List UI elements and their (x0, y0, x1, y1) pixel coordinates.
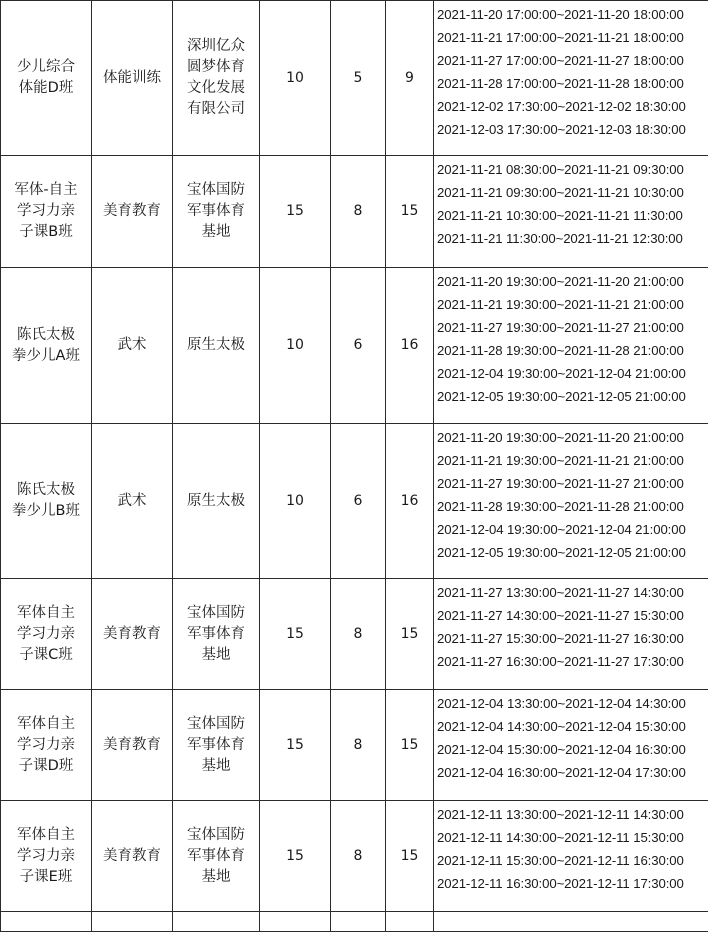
class-name-cell (1, 156, 92, 268)
table-row (1, 579, 708, 690)
class-name-line: 陈氏太极 (3, 480, 89, 501)
class-name-line: 学习力亲 (3, 201, 89, 222)
venue-line: 基地 (175, 645, 257, 666)
table-row (1, 268, 708, 424)
number-cell-col-c: 15 (386, 801, 434, 912)
venue-line: 军事体育 (175, 201, 257, 222)
time-slot: 2021-12-04 19:30:00~2021-12-04 21:00:00 (437, 362, 708, 385)
time-slot: 2021-12-04 19:30:00~2021-12-04 21:00:00 (437, 518, 708, 541)
venue-line: 宝体国防 (175, 714, 257, 735)
class-name-cell (1, 579, 92, 690)
time-slot: 2021-11-21 08:30:00~2021-11-21 09:30:00 (437, 158, 708, 181)
time-slot: 2021-12-11 15:30:00~2021-12-11 16:30:00 (437, 849, 708, 872)
class-name-line: 学习力亲 (3, 624, 89, 645)
number-cell-col-c: 15 (386, 690, 434, 801)
time-slot: 2021-11-20 19:30:00~2021-11-20 21:00:00 (437, 426, 708, 449)
venue-cell (173, 156, 260, 268)
time-slot: 2021-12-11 14:30:00~2021-12-11 15:30:00 (437, 826, 708, 849)
venue-cell (173, 801, 260, 912)
time-slot: 2021-11-28 19:30:00~2021-11-28 21:00:00 (437, 495, 708, 518)
table-row (1, 1, 708, 156)
venue-cell (173, 690, 260, 801)
number-cell-col-a: 15 (260, 801, 331, 912)
class-name-line: 军体自主 (3, 714, 89, 735)
venue-line: 文化发展 (175, 78, 257, 99)
time-slot: 2021-11-28 19:30:00~2021-11-28 21:00:00 (437, 339, 708, 362)
class-name-line: 子课E班 (3, 867, 89, 888)
venue-line: 宝体国防 (175, 825, 257, 846)
class-name-line: 子课D班 (3, 756, 89, 777)
number-cell-col-c: 9 (386, 1, 434, 156)
time-slots-cell (434, 268, 708, 424)
table-row-partial (1, 912, 708, 932)
venue-line: 军事体育 (175, 624, 257, 645)
venue-line: 深圳亿众 (175, 36, 257, 57)
time-slot: 2021-12-02 17:30:00~2021-12-02 18:30:00 (437, 95, 708, 118)
number-cell-col-a: 15 (260, 579, 331, 690)
venue-cell (173, 424, 260, 579)
time-slot: 2021-11-27 17:00:00~2021-11-27 18:00:00 (437, 49, 708, 72)
venue-line: 军事体育 (175, 846, 257, 867)
time-slot: 2021-11-21 19:30:00~2021-11-21 21:00:00 (437, 293, 708, 316)
number-cell-col-b: 6 (331, 424, 386, 579)
category-cell: 体能训练 (92, 1, 173, 156)
class-name-cell (1, 1, 92, 156)
time-slot: 2021-11-21 09:30:00~2021-11-21 10:30:00 (437, 181, 708, 204)
class-name-cell (1, 424, 92, 579)
number-cell-col-a: 10 (260, 424, 331, 579)
table-row (1, 424, 708, 579)
time-slot: 2021-11-28 17:00:00~2021-11-28 18:00:00 (437, 72, 708, 95)
venue-line: 基地 (175, 756, 257, 777)
table-row (1, 801, 708, 912)
venue-cell (173, 1, 260, 156)
time-slots-cell (434, 579, 708, 690)
time-slot: 2021-12-03 17:30:00~2021-12-03 18:30:00 (437, 118, 708, 141)
time-slot: 2021-11-21 17:00:00~2021-11-21 18:00:00 (437, 26, 708, 49)
time-slot: 2021-11-20 19:30:00~2021-11-20 21:00:00 (437, 270, 708, 293)
time-slots-cell (434, 1, 708, 156)
time-slot: 2021-12-05 19:30:00~2021-12-05 21:00:00 (437, 541, 708, 564)
venue-line: 原生太极 (175, 335, 257, 356)
time-slots-cell (434, 424, 708, 579)
time-slot: 2021-12-11 16:30:00~2021-12-11 17:30:00 (437, 872, 708, 895)
number-cell-col-b: 8 (331, 690, 386, 801)
category-cell: 美育教育 (92, 690, 173, 801)
time-slot: 2021-11-20 17:00:00~2021-11-20 18:00:00 (437, 3, 708, 26)
venue-line: 军事体育 (175, 735, 257, 756)
category-cell: 美育教育 (92, 156, 173, 268)
time-slot: 2021-12-04 15:30:00~2021-12-04 16:30:00 (437, 738, 708, 761)
class-name-line: 子课B班 (3, 222, 89, 243)
venue-line: 基地 (175, 222, 257, 243)
time-slot: 2021-12-11 13:30:00~2021-12-11 14:30:00 (437, 803, 708, 826)
time-slot: 2021-11-27 15:30:00~2021-11-27 16:30:00 (437, 627, 708, 650)
time-slots-cell (434, 690, 708, 801)
class-name-line: 军体自主 (3, 603, 89, 624)
class-name-cell (1, 801, 92, 912)
time-slot: 2021-11-21 11:30:00~2021-11-21 12:30:00 (437, 227, 708, 250)
time-slot: 2021-11-27 19:30:00~2021-11-27 21:00:00 (437, 316, 708, 339)
class-name-line: 子课C班 (3, 645, 89, 666)
category-cell: 武术 (92, 268, 173, 424)
venue-line: 原生太极 (175, 491, 257, 512)
venue-line: 宝体国防 (175, 180, 257, 201)
venue-cell (173, 579, 260, 690)
number-cell-col-c: 16 (386, 268, 434, 424)
time-slot: 2021-11-27 13:30:00~2021-11-27 14:30:00 (437, 581, 708, 604)
class-name-cell (1, 690, 92, 801)
number-cell-col-b: 8 (331, 579, 386, 690)
table-row (1, 156, 708, 268)
class-name-line: 学习力亲 (3, 846, 89, 867)
time-slot: 2021-12-04 13:30:00~2021-12-04 14:30:00 (437, 692, 708, 715)
category-cell: 美育教育 (92, 801, 173, 912)
number-cell-col-b: 6 (331, 268, 386, 424)
number-cell-col-c: 15 (386, 579, 434, 690)
venue-cell (173, 268, 260, 424)
class-name-line: 军体自主 (3, 825, 89, 846)
number-cell-col-a: 15 (260, 690, 331, 801)
time-slot: 2021-12-05 19:30:00~2021-12-05 21:00:00 (437, 385, 708, 408)
time-slot: 2021-11-27 16:30:00~2021-11-27 17:30:00 (437, 650, 708, 673)
time-slot: 2021-11-21 10:30:00~2021-11-21 11:30:00 (437, 204, 708, 227)
number-cell-col-a: 15 (260, 156, 331, 268)
class-name-cell (1, 268, 92, 424)
venue-line: 有限公司 (175, 99, 257, 120)
class-name-line: 军体-自主 (3, 180, 89, 201)
number-cell-col-c: 15 (386, 156, 434, 268)
time-slot: 2021-11-21 19:30:00~2021-11-21 21:00:00 (437, 449, 708, 472)
time-slot: 2021-11-27 14:30:00~2021-11-27 15:30:00 (437, 604, 708, 627)
number-cell-col-b: 8 (331, 801, 386, 912)
class-name-line: 拳少儿B班 (3, 501, 89, 522)
venue-line: 宝体国防 (175, 603, 257, 624)
class-name-line: 陈氏太极 (3, 325, 89, 346)
number-cell-col-c: 16 (386, 424, 434, 579)
venue-line: 圆梦体育 (175, 57, 257, 78)
number-cell-col-a: 10 (260, 1, 331, 156)
time-slot: 2021-12-04 16:30:00~2021-12-04 17:30:00 (437, 761, 708, 784)
table-body (1, 1, 708, 932)
category-cell: 武术 (92, 424, 173, 579)
category-cell: 美育教育 (92, 579, 173, 690)
class-name-line: 体能D班 (3, 78, 89, 99)
number-cell-col-b: 8 (331, 156, 386, 268)
class-name-line: 学习力亲 (3, 735, 89, 756)
time-slot: 2021-12-04 14:30:00~2021-12-04 15:30:00 (437, 715, 708, 738)
number-cell-col-b: 5 (331, 1, 386, 156)
class-name-line: 少儿综合 (3, 57, 89, 78)
time-slots-cell (434, 156, 708, 268)
venue-line: 基地 (175, 867, 257, 888)
table-row (1, 690, 708, 801)
class-name-line: 拳少儿A班 (3, 346, 89, 367)
number-cell-col-a: 10 (260, 268, 331, 424)
time-slots-cell (434, 801, 708, 912)
time-slot: 2021-11-27 19:30:00~2021-11-27 21:00:00 (437, 472, 708, 495)
